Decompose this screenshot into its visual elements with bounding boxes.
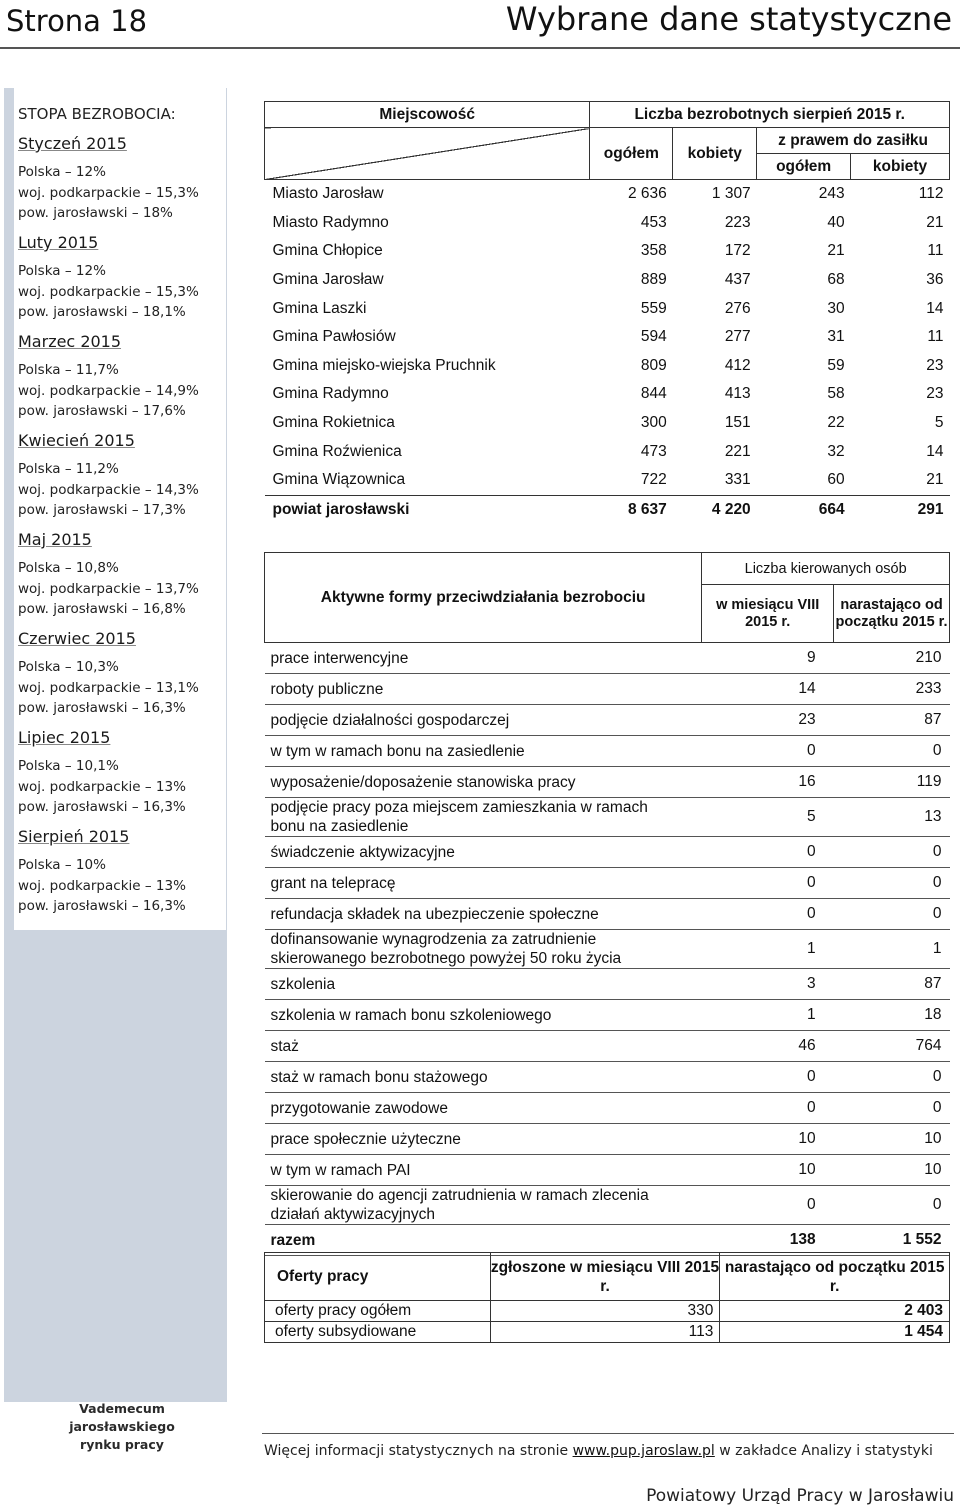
cell-value: 0 [834,899,950,930]
cell-value: 233 [834,674,950,705]
cell-value: 10 [834,1155,950,1186]
cell-value: 10 [702,1124,834,1155]
col-total: ogółem [590,128,673,180]
cell-value: 10 [702,1155,834,1186]
row-label: Gmina Pawłosiów [272,328,396,346]
cell-value: 0 [702,1093,834,1124]
table-row [265,437,950,466]
cell-value: 16 [702,767,834,798]
cell-value: 0 [834,1093,950,1124]
cell-value: 844 [640,385,667,403]
cell-value: 473 [640,442,667,460]
stat-polska: Polska – 10,3% [18,659,119,675]
cell-value: 300 [640,414,667,432]
page-number: Strona 18 [6,4,148,38]
cell-value: 60 [827,471,845,489]
cell-value: 113 [490,1322,720,1343]
stat-polska: Polska – 12% [18,164,106,180]
month-label: Sierpień 2015 [18,827,130,846]
active-labour-measures-table [264,552,950,1256]
table-row [265,294,950,323]
table-row [265,930,950,969]
row-label: staż [265,1031,702,1062]
cell-value: 0 [702,868,834,899]
stat-county: pow. jarosławski – 17,6% [18,403,186,419]
cell-value: 23 [926,356,944,374]
cell-value: 3 [702,969,834,1000]
cell-value: 5 [702,798,834,837]
page-title: Wybrane dane statystyczne [505,0,952,38]
stat-polska: Polska – 10,1% [18,758,119,774]
cell-value: 1 [702,930,834,969]
cell-value: 2 636 [627,185,667,203]
cell-value: 13 [834,798,950,837]
table-row [265,1093,950,1124]
row-label: w tym w ramach PAI [265,1155,702,1186]
row-label: skierowanie do agencji zatrudnienia w ramach zlecenia działań aktywizacyjnych [265,1186,702,1225]
cell-value: 138 [702,1225,834,1256]
cell-value: 243 [818,185,845,203]
footer-organization: Powiatowy Urząd Pracy w Jarosławiu [646,1486,954,1506]
stat-voivodeship: woj. podkarpackie – 13% [18,779,186,795]
stat-polska: Polska – 10,8% [18,560,119,576]
table-row [265,1000,950,1031]
footer-info-text-2: w zakładce Analizy i statystyki [714,1443,933,1459]
cell-value: 8 637 [590,495,673,524]
cell-value: 14 [702,674,834,705]
cell-value: 5 [934,414,944,432]
cell-value: 23 [926,385,944,403]
stat-polska: Polska – 11,7% [18,362,119,378]
row-label: grant na telepracę [265,868,702,899]
cell-value: 151 [724,414,751,432]
col-place: Miejscowość [265,102,590,128]
table-row [265,643,950,674]
month-label: Kwiecień 2015 [18,431,135,450]
cell-value: 276 [724,299,751,317]
row-label: Gmina Radymno [272,385,389,403]
cell-value: 0 [834,868,950,899]
cell-value: 11 [927,328,944,346]
table-row [265,1062,950,1093]
row-label: wyposażenie/doposażenie stanowiska pracy [265,767,702,798]
cell-value: 594 [640,328,667,346]
diagonal-header-cell [265,128,590,180]
cell-value: 172 [724,242,751,260]
stat-county: pow. jarosławski – 17,3% [18,502,186,518]
stat-voivodeship: woj. podkarpackie – 13,1% [18,680,199,696]
stat-county: pow. jarosławski – 16,3% [18,898,186,914]
table-row [265,209,950,238]
cell-value: 1 [702,1000,834,1031]
cell-value: 4 220 [673,495,757,524]
table-row [265,380,950,409]
unemployment-sidebar [4,88,227,1452]
cell-value: 87 [834,969,950,1000]
col-offers-month: zgłoszone w miesiącu VIII 2015 r. [490,1253,720,1301]
table-row [265,1186,950,1225]
stat-county: pow. jarosławski – 16,8% [18,601,186,617]
cell-value: 291 [851,495,950,524]
cell-value: 412 [724,356,751,374]
col-benefit-women: kobiety [851,154,950,180]
row-label: Miasto Radymno [272,213,389,231]
stat-voivodeship: woj. podkarpackie – 13,7% [18,581,199,597]
stat-county: pow. jarosławski – 18,1% [18,304,186,320]
footer-info [264,1443,933,1459]
cell-value: 40 [827,213,845,231]
table-row [265,1155,950,1186]
month-label: Luty 2015 [18,233,99,252]
cell-value: 36 [926,271,944,289]
row-label: Miasto Jarosław [272,185,384,203]
cell-value: 453 [640,213,667,231]
cell-value: 2 403 [720,1301,950,1322]
row-label: prace interwencyjne [265,643,702,674]
table-row [265,837,950,868]
table-row [265,352,950,381]
table-row [265,674,950,705]
month-label: Marzec 2015 [18,332,122,351]
row-label: Gmina miejsko-wiejska Pruchnik [272,356,496,374]
cell-value: 0 [702,1186,834,1225]
stat-county: pow. jarosławski – 16,3% [18,799,186,815]
stat-county: pow. jarosławski – 18% [18,205,173,221]
col-forms: Aktywne formy przeciwdziałania bezrobociu [265,553,702,643]
cell-value: 21 [827,242,845,260]
table-row [265,466,950,495]
vademecum-line-2: rynku pracy [80,1437,164,1452]
row-label: świadczenie aktywizacyjne [265,837,702,868]
cell-value: 68 [827,271,845,289]
footer-info-text: Więcej informacji statystycznych na stronie [264,1443,573,1459]
row-label: oferty pracy ogółem [265,1301,491,1322]
cell-value: 0 [702,899,834,930]
cell-value: 32 [827,442,845,460]
stat-polska: Polska – 10% [18,857,106,873]
cell-value: 1 [834,930,950,969]
cell-value: 59 [827,356,845,374]
cell-value: 21 [926,471,944,489]
table-total-row [265,495,950,524]
stat-voivodeship: woj. podkarpackie – 14,3% [18,482,199,498]
col-month: w miesiącu VIII 2015 r. [702,585,834,643]
cell-value: 31 [827,328,845,346]
row-label: w tym w ramach bonu na zasiedlenie [265,736,702,767]
row-label: szkolenia w ramach bonu szkoleniowego [265,1000,702,1031]
cell-value: 22 [827,414,845,432]
table-row [265,1301,950,1322]
header-divider [0,47,960,49]
cell-value: 21 [926,213,944,231]
table-row [265,767,950,798]
row-label: powiat jarosławski [265,495,590,524]
month-label: Czerwiec 2015 [18,629,136,648]
stat-polska: Polska – 11,2% [18,461,119,477]
row-label: Gmina Rokietnica [272,414,395,432]
cell-value: 277 [724,328,751,346]
row-label: szkolenia [265,969,702,1000]
table-row [265,1031,950,1062]
cell-value: 11 [927,242,944,260]
table-row [265,899,950,930]
stat-polska: Polska – 12% [18,263,106,279]
month-label: Styczeń 2015 [18,134,127,153]
cell-value: 0 [702,837,834,868]
table-row [265,705,950,736]
row-label: Gmina Chłopice [272,242,383,260]
table-total-row [265,1225,950,1256]
vademecum-line-1: Vademecum jarosławskiego [69,1401,175,1434]
row-label: oferty subsydiowane [265,1322,491,1343]
cell-value: 559 [640,299,667,317]
stat-voivodeship: woj. podkarpackie – 13% [18,878,186,894]
cell-value: 764 [834,1031,950,1062]
row-label: Gmina Jarosław [272,271,384,289]
cell-value: 1 552 [834,1225,950,1256]
col-benefit-total: ogółem [757,154,851,180]
cell-value: 0 [834,1186,950,1225]
cell-value: 14 [926,299,944,317]
row-label: staż w ramach bonu stażowego [265,1062,702,1093]
table-row [265,266,950,295]
cell-value: 210 [834,643,950,674]
col-women: kobiety [673,128,757,180]
row-label: Gmina Wiązownica [272,471,406,489]
row-label: Gmina Roźwienica [272,442,402,460]
cell-value: 46 [702,1031,834,1062]
cell-value: 10 [834,1124,950,1155]
cell-value: 664 [757,495,851,524]
row-label: prace społecznie użyteczne [265,1124,702,1155]
table-row [265,409,950,438]
cell-value: 413 [724,385,751,403]
cell-value: 18 [834,1000,950,1031]
unemployed-by-municipality-table [264,101,950,524]
row-label: roboty publiczne [265,674,702,705]
row-label: podjęcie pracy poza miejscem zamieszkania w ramach bonu na zasiedlenie [265,798,702,837]
table-row [265,237,950,266]
cell-value: 0 [834,736,950,767]
cell-value: 1 454 [720,1322,950,1343]
stat-voivodeship: woj. podkarpackie – 15,3% [18,284,199,300]
cell-value: 112 [918,185,944,203]
cell-value: 1 307 [711,185,751,203]
vademecum-label [32,1400,212,1454]
row-label: razem [265,1225,702,1256]
cell-value: 722 [640,471,667,489]
table-row [265,969,950,1000]
cell-value: 0 [834,1062,950,1093]
month-label: Maj 2015 [18,530,92,549]
col-cumulative: narastająco od początku 2015 r. [834,585,950,643]
cell-value: 221 [724,442,751,460]
row-label: Gmina Laszki [272,299,367,317]
cell-value: 30 [827,299,845,317]
table-row [265,323,950,352]
table-row [265,1322,950,1343]
cell-value: 0 [702,1062,834,1093]
table-row [265,1124,950,1155]
row-label: refundacja składek na ubezpieczenie społeczne [265,899,702,930]
cell-value: 0 [702,736,834,767]
cell-value: 223 [724,213,751,231]
job-offers-table [264,1252,950,1343]
col-offers-cumulative: narastająco od początku 2015 r. [720,1253,950,1301]
cell-value: 87 [834,705,950,736]
col-unemployed-group: Liczba bezrobotnych sierpień 2015 r. [590,102,950,128]
table-row [265,736,950,767]
stat-voivodeship: woj. podkarpackie – 15,3% [18,185,199,201]
sidebar-title: STOPA BEZROBOCIA: [18,105,176,123]
cell-value: 0 [834,837,950,868]
table-row [265,868,950,899]
cell-value: 331 [724,471,751,489]
cell-value: 437 [724,271,751,289]
cell-value: 330 [490,1301,720,1322]
col-benefit: z prawem do zasiłku [757,128,950,154]
col-offers: Oferty pracy [265,1253,491,1301]
cell-value: 23 [702,705,834,736]
table-row [265,798,950,837]
cell-value: 14 [926,442,944,460]
col-directed-group: Liczba kierowanych osób [702,553,950,585]
row-label: podjęcie działalności gospodarczej [265,705,702,736]
cell-value: 58 [827,385,845,403]
cell-value: 889 [640,271,667,289]
cell-value: 119 [834,767,950,798]
footer-divider [262,1433,954,1434]
cell-value: 809 [640,356,667,374]
month-label: Lipiec 2015 [18,728,111,747]
row-label: dofinansowanie wynagrodzenia za zatrudnienie skierowanego bezrobotnego powyżej 50 roku życia [265,930,702,969]
website-link[interactable]: www.pup.jaroslaw.pl [572,1443,715,1459]
table-row [265,180,950,209]
row-label: przygotowanie zawodowe [265,1093,702,1124]
stat-voivodeship: woj. podkarpackie – 14,9% [18,383,199,399]
cell-value: 358 [640,242,667,260]
cell-value: 9 [702,643,834,674]
stat-county: pow. jarosławski – 16,3% [18,700,186,716]
